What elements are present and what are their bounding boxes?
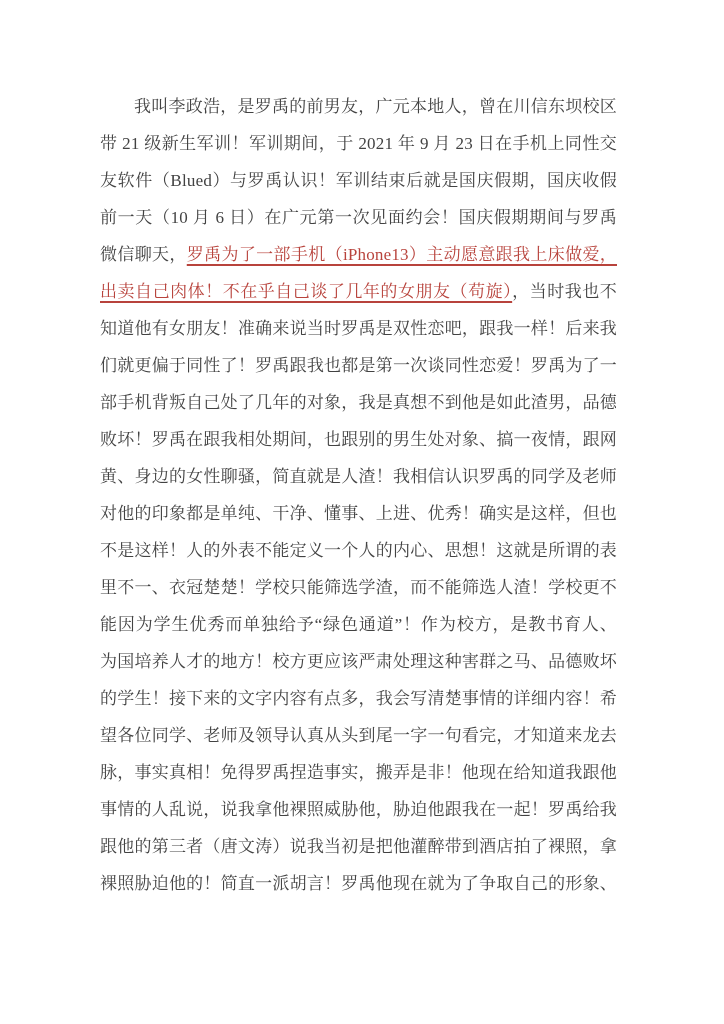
text-segment: 事情的人乱说，说我拿他裸照威胁他，胁迫他跟我在一起！罗禹给我 xyxy=(100,800,617,819)
text-segment: 友软件（Blued）与罗禹认识！军训结束后就是国庆假期，国庆收假 xyxy=(100,171,617,190)
text-segment: 跟他的第三者（唐文涛）说我当初是把他灌醉带到酒店拍了裸照，拿 xyxy=(100,837,617,856)
text-segment: 们就更偏于同性了！罗禹跟我也都是第一次谈同性恋爱！罗禹为了一 xyxy=(100,356,617,375)
text-segment: 望各位同学、老师及领导认真从头到尾一字一句看完，才知道来龙去 xyxy=(100,726,617,745)
text-segment: 能因为学生优秀而单独给予“绿色通道”！作为校方，是教书育人、 xyxy=(100,615,617,634)
text-line xyxy=(100,384,617,421)
text-segment: 前一天（10 月 6 日）在广元第一次见面约会！国庆假期期间与罗禹 xyxy=(100,208,617,227)
text-line xyxy=(100,347,617,384)
text-segment: 带 21 级新生军训！军训期间，于 2021 年 9 月 23 日在手机上同性交 xyxy=(100,134,617,153)
text-segment: ，当时我也不 xyxy=(512,282,617,301)
text-line xyxy=(100,680,617,717)
text-segment: 部手机背叛自己处了几年的对象，我是真想不到他是如此渣男，品德 xyxy=(100,393,617,412)
text-line xyxy=(100,606,617,643)
text-line xyxy=(100,532,617,569)
text-line xyxy=(100,717,617,754)
text-line xyxy=(100,236,617,273)
text-segment: 对他的印象都是单纯、干净、懂事、上进、优秀！确实是这样，但也 xyxy=(100,504,617,523)
text-segment: 不是这样！人的外表不能定义一个人的内心、思想！这就是所谓的表 xyxy=(100,541,617,560)
text-line xyxy=(100,495,617,532)
document-body xyxy=(100,88,617,902)
text-line xyxy=(100,88,617,125)
text-segment: 脉，事实真相！免得罗禹捏造事实，搬弄是非！他现在给知道我跟他 xyxy=(100,763,617,782)
text-line xyxy=(100,569,617,606)
text-segment: 我叫李政浩，是罗禹的前男友，广元本地人，曾在川信东坝校区 xyxy=(134,97,617,116)
text-segment: 裸照胁迫他的！简直一派胡言！罗禹他现在就为了争取自己的形象、 xyxy=(100,874,617,893)
text-segment: 为国培养人才的地方！校方更应该严肃处理这种害群之马、品德败坏 xyxy=(100,652,617,671)
text-segment: 知道他有女朋友！准确来说当时罗禹是双性恋吧，跟我一样！后来我 xyxy=(100,319,617,338)
text-line xyxy=(100,643,617,680)
text-line xyxy=(100,828,617,865)
text-line xyxy=(100,273,617,310)
text-line xyxy=(100,162,617,199)
text-line xyxy=(100,199,617,236)
text-line xyxy=(100,125,617,162)
text-segment: 里不一、衣冠楚楚！学校只能筛选学渣，而不能筛选人渣！学校更不 xyxy=(100,578,617,597)
text-line xyxy=(100,754,617,791)
text-segment: 的学生！接下来的文字内容有点多，我会写清楚事情的详细内容！希 xyxy=(100,689,617,708)
text-line xyxy=(100,310,617,347)
text-line xyxy=(100,458,617,495)
text-segment: 败坏！罗禹在跟我相处期间，也跟别的男生处对象、搞一夜情，跟网 xyxy=(100,430,617,449)
text-line xyxy=(100,421,617,458)
red-underlined-text: 出卖自己肉体！不在乎自己谈了几年的女朋友（苟旋） xyxy=(100,282,513,301)
text-segment: 黄、身边的女性聊骚，简直就是人渣！我相信认识罗禹的同学及老师 xyxy=(100,467,617,486)
text-line xyxy=(100,791,617,828)
text-line xyxy=(100,865,617,902)
text-segment: 微信聊天， xyxy=(100,245,187,264)
red-underlined-text: 罗禹为了一部手机（iPhone13）主动愿意跟我上床做爱， xyxy=(186,245,617,264)
